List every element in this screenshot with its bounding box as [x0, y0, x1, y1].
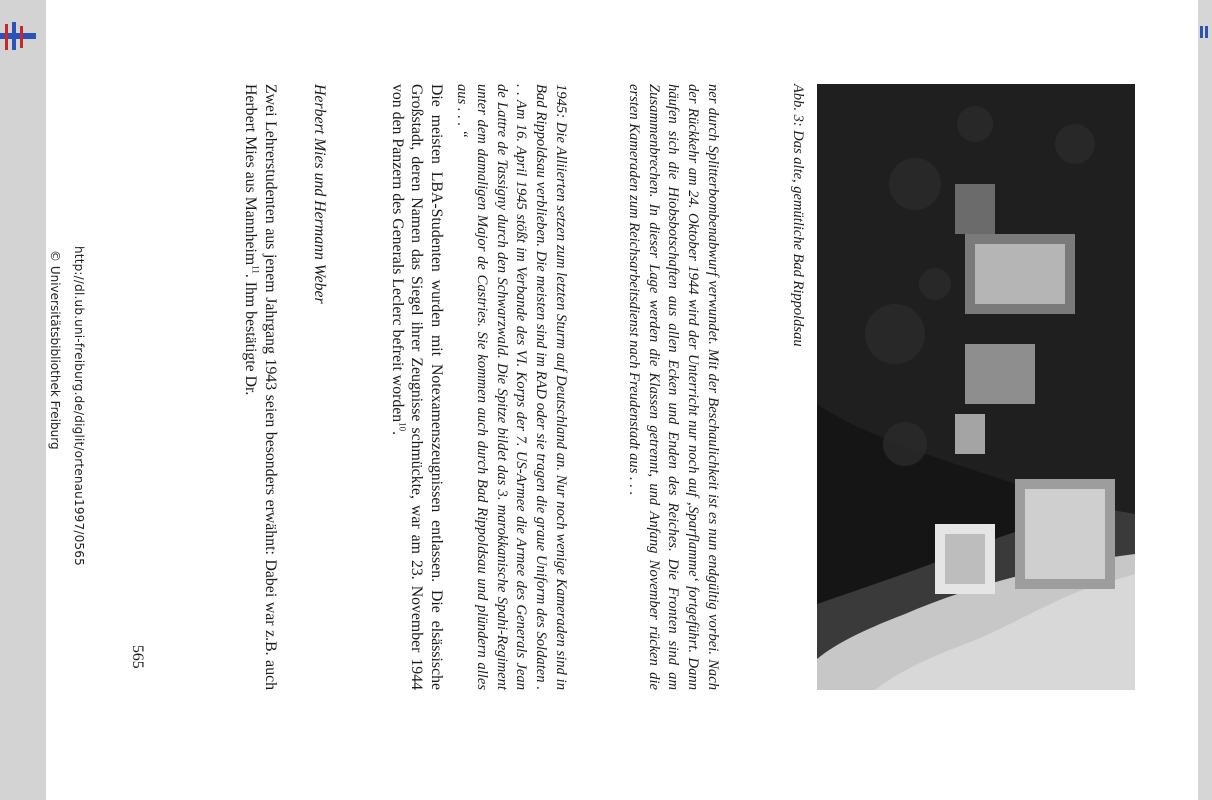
page-number: 565 — [129, 645, 146, 669]
paragraph-end: . — [388, 431, 406, 436]
footnote-ref: 10 — [397, 422, 408, 432]
paragraph-text: Zwei Lehrerstudenten aus jenem Jahrgang 1943 seien besonders erwähnt: Dabei war z.B. auch Herbert Mies aus Mannheim — [242, 84, 279, 690]
body-paragraph-2 — [241, 84, 280, 690]
quote-paragraph-2: 1945: Die Alliierten setzen zum letzten Sturm auf Deutschland an. Nur noch wenige Kameraden sind in Bad Rippoldsau verblieben. Die meisten sind im RAD oder sie tragen die graue Uniform des Soldaten . . . Am 16. April 1945 stößt im Verbande des VI. Korps der 7. US-Armee die Armee des Generals Jean de Lattre de Tassigny durch den Schwarzwald. Die Spitze bildet das 3. marokkanische Spahi-Regiment unter dem damaligen Major de Castries. Sie kommen auch durch Bad Rippoldsau und plündern alles aus . . . “ — [454, 84, 569, 690]
registration-marker-icon — [1198, 22, 1212, 42]
registration-marker-icon — [0, 22, 40, 52]
footnote-ref: 11 — [250, 265, 261, 274]
right-gutter — [1198, 0, 1212, 800]
figure-caption: Abb. 3: Das alte, gemütliche Bad Rippoldsau — [790, 84, 806, 347]
photo-bad-rippoldsau — [817, 84, 1135, 690]
quote-paragraph-1: ner durch Splitterbombenabwurf verwundet. Mit der Beschaulichkeit ist es nun endgültig vorbei. Nach der Rückkehr am 24. Oktober 1944 wird der Unterricht nur noch auf ‚Sparflamme‘ fortgeführt. Dann häufen sich die Hiobsbotschaften aus allen Ecken und Enden des Reiches. Die Fronten sind am Zusammenbrechen. In dieser Lage werden die Klassen getrennt, und Anfang November rücken die ersten Kameraden zum Reichsarbeitsdienst nach Freudenstadt aus . . . — [625, 84, 721, 690]
footer-copyright: © Universitätsbibliothek Freiburg — [48, 250, 62, 450]
section-subheading: Herbert Mies und Hermann Weber — [311, 84, 328, 304]
left-gutter — [0, 0, 46, 800]
body-paragraph-1 — [387, 84, 446, 690]
paragraph-text: Die meisten LBA-Studenten wurden mit Notexamenszeugnissen entlassen. Die elsässische Großstadt, deren Namen das Siegel ihrer Zeugnisse schmückte, war am 23. November 1944 von den Panzern des Generals Leclerc befreit worden — [388, 84, 445, 690]
scanned-page — [46, 0, 1198, 800]
paragraph-end: . Ihm bestätigte Dr. — [242, 273, 260, 396]
footer-url-link[interactable]: http://dl.ub.uni-freiburg.de/diglit/ortenau1997/0565 — [72, 246, 86, 566]
